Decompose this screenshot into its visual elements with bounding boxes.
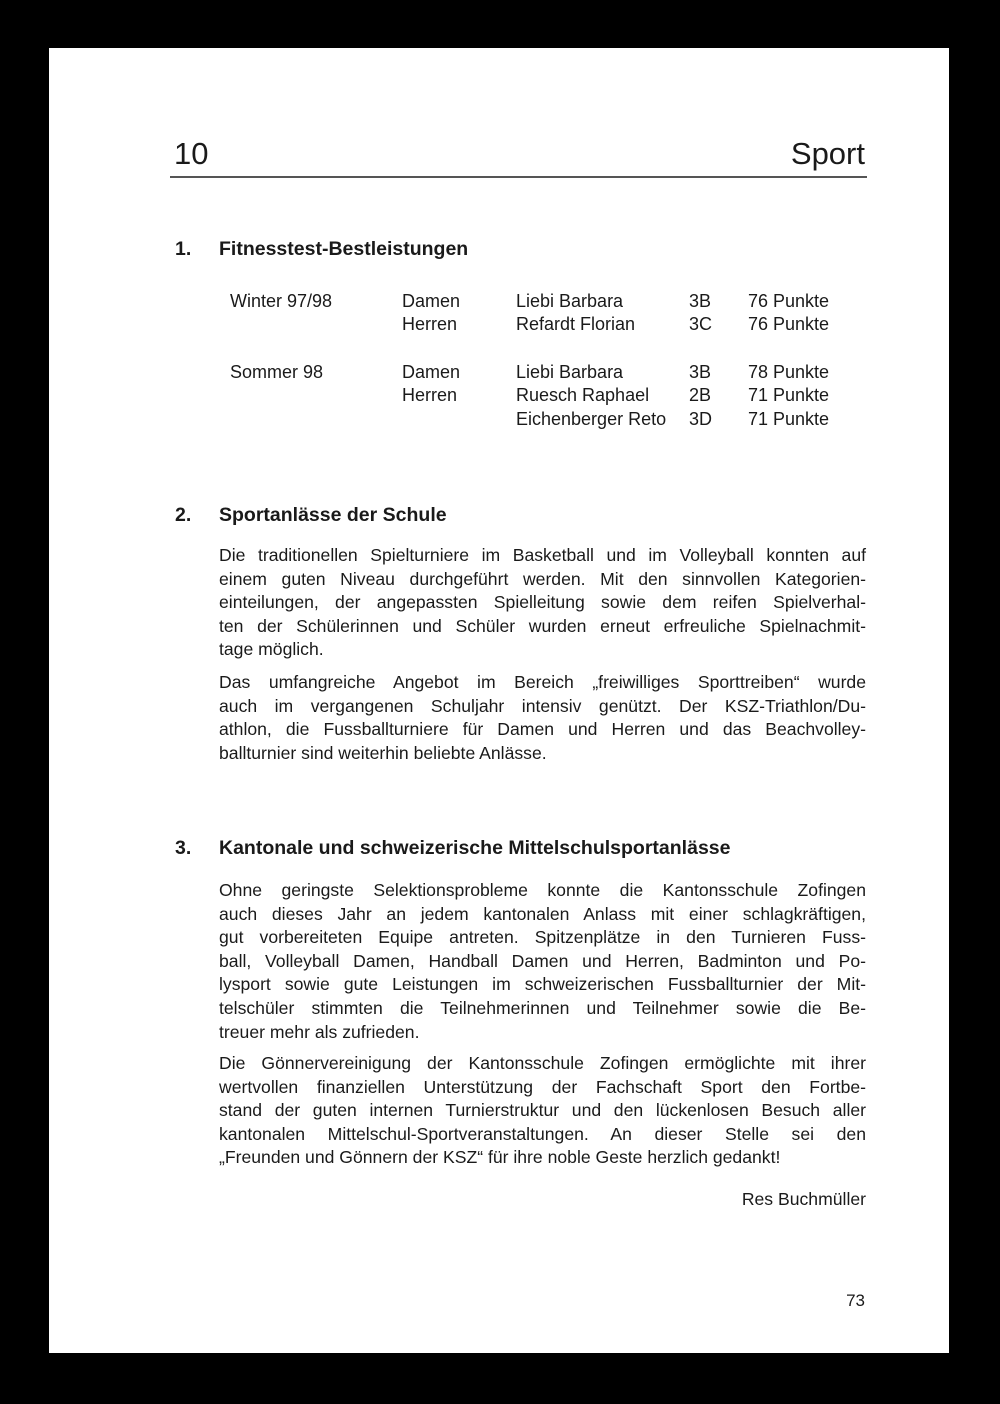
section-1-title: Fitnesstest-Bestleistungen bbox=[219, 238, 469, 260]
table-cell-name: Eichenberger Reto bbox=[516, 409, 667, 429]
paragraph-line: ball, Volleyball Damen, Handball Damen und Herren, Badminton und Po- bbox=[219, 950, 866, 971]
table-cell-points: 78 Punkte bbox=[748, 362, 830, 382]
paragraph-line: treuer mehr als zufrieden. bbox=[219, 1021, 420, 1042]
table-cell-name: Liebi Barbara bbox=[516, 362, 624, 382]
paragraph-line: auch dieses Jahr an jedem kantonalen Anlass mit einer schlagkräftigen, bbox=[219, 903, 866, 924]
table-cell-class: 3D bbox=[689, 409, 713, 429]
paragraph bbox=[219, 544, 866, 662]
signature: Res Buchmüller bbox=[741, 1189, 866, 1209]
paragraph-line: stand der guten internen Turnierstruktur und den lückenlosen Besuch aller bbox=[219, 1100, 866, 1121]
paragraph-line: wertvollen finanziellen Unterstützung der Fachschaft Sport den Fortbe- bbox=[219, 1076, 866, 1097]
table-cell-points: 71 Punkte bbox=[748, 385, 830, 405]
chapter-number: 10 bbox=[174, 136, 209, 171]
paragraph bbox=[219, 1052, 866, 1170]
paragraph-line: gut vorbereiteten Equipe antreten. Spitzenplätze in den Turnieren Fuss- bbox=[219, 927, 866, 948]
paragraph-line: kantonalen Mittelschul-Sportveranstaltungen. An dieser Stelle sei den bbox=[219, 1123, 866, 1144]
paragraph-line: Die Gönnervereinigung der Kantonsschule Zofingen ermöglichte mit ihrer bbox=[219, 1053, 866, 1073]
table-cell-season: Winter 97/98 bbox=[230, 291, 333, 311]
table-cell-season: Sommer 98 bbox=[230, 362, 324, 382]
paragraph-line: Das umfangreiche Angebot im Bereich „freiwilliges Sporttreiben“ wurde bbox=[219, 672, 866, 692]
section-3-title: Kantonale und schweizerische Mittelschulsportanlässe bbox=[219, 837, 731, 859]
table-cell-points: 76 Punkte bbox=[748, 314, 830, 334]
table-cell-category: Herren bbox=[402, 385, 458, 405]
paragraph-line: telschüler stimmten die Teilnehmerinnen und Teilnehmer sowie die Be- bbox=[219, 997, 866, 1018]
table-cell-category: Damen bbox=[402, 291, 461, 311]
paragraph-line: lysport sowie gute Leistungen im schweizerischen Fussballturnier der Mit- bbox=[219, 974, 866, 995]
paragraph-line: athlon, die Fussballturniere für Damen und Herren und das Beachvolley- bbox=[219, 719, 866, 740]
table-cell-class: 3C bbox=[689, 314, 713, 334]
header-rule bbox=[170, 176, 867, 178]
paragraph-line: ten der Schülerinnen und Schüler wurden erneut erfreuliche Spielnachmit- bbox=[219, 615, 866, 636]
paragraph-line: tage möglich. bbox=[219, 639, 324, 660]
paragraph-line: einteilungen, der angepassten Spielleitung sowie dem reifen Spielverhal- bbox=[219, 592, 866, 613]
table-cell-points: 71 Punkte bbox=[748, 409, 830, 429]
table-cell-class: 3B bbox=[689, 362, 712, 382]
table-cell-category: Damen bbox=[402, 362, 461, 382]
section-1-number: 1. bbox=[175, 238, 192, 260]
paragraph-line: einem guten Niveau durchgeführt werden. Mit den sinnvollen Kategorien- bbox=[219, 568, 866, 589]
table-cell-class: 3B bbox=[689, 291, 712, 311]
paragraph bbox=[219, 671, 866, 765]
paragraph-line: Ohne geringste Selektionsprobleme konnte die Kantonsschule Zofingen bbox=[219, 880, 866, 900]
section-2-number: 2. bbox=[175, 504, 192, 526]
table-cell-category: Herren bbox=[402, 314, 458, 334]
table-cell-points: 76 Punkte bbox=[748, 291, 830, 311]
paragraph-line: ballturnier sind weiterhin beliebte Anlässe. bbox=[219, 742, 547, 763]
table-cell-name: Ruesch Raphael bbox=[516, 385, 650, 405]
paragraph bbox=[219, 879, 866, 1044]
table-cell-class: 2B bbox=[689, 385, 712, 405]
paragraph-line: „Freunden und Gönnern der KSZ“ für ihre noble Geste herzlich gedankt! bbox=[219, 1147, 781, 1168]
document-page bbox=[49, 48, 949, 1353]
paragraph-line: auch im vergangenen Schuljahr intensiv genützt. Der KSZ-Triathlon/Du- bbox=[219, 695, 866, 716]
section-2-title: Sportanlässe der Schule bbox=[219, 504, 447, 526]
paragraph-line: Die traditionellen Spielturniere im Basketball und im Volleyball konnten auf bbox=[219, 545, 866, 565]
table-cell-name: Refardt Florian bbox=[516, 314, 636, 334]
table-cell-name: Liebi Barbara bbox=[516, 291, 624, 311]
chapter-title: Sport bbox=[790, 136, 865, 171]
page-number: 73 bbox=[846, 1291, 865, 1310]
section-3-number: 3. bbox=[175, 837, 192, 859]
